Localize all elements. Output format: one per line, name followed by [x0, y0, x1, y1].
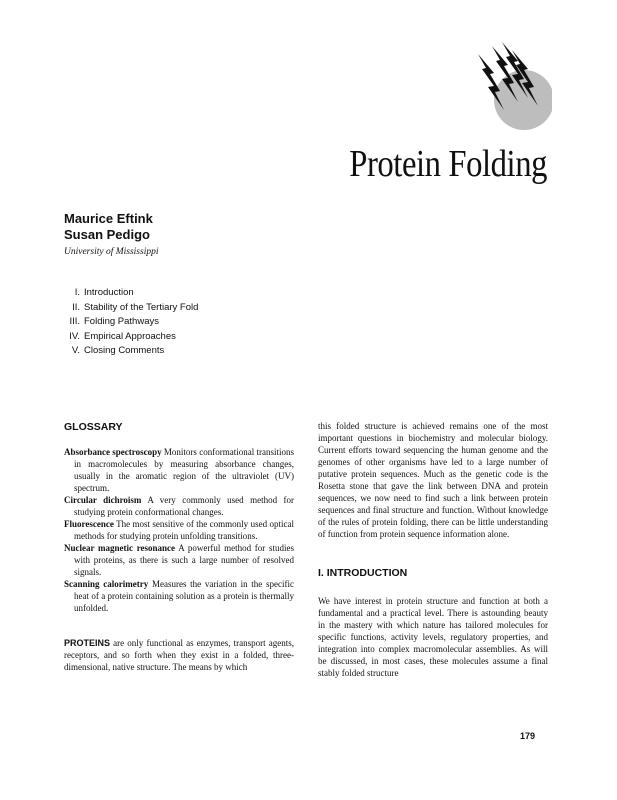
left-column — [64, 420, 294, 673]
outline-number: III. — [69, 316, 80, 327]
proteins-paragraph-text: are only functional as enzymes, transport agents, receptors, and so forth when they exist in a folded, three-dimensional, native structure. The means by which — [64, 638, 294, 672]
chapter-logo-icon — [462, 40, 552, 130]
glossary-entry — [64, 494, 294, 518]
outline-item — [64, 344, 198, 359]
introduction-paragraph: We have interest in protein structure and function at both a fundamental and a practical level. There is astounding beauty in the mastery with which nature has tailored molecules for specific functions, activity levels, regulatory properties, and integration into complex macromolecular assemblies. As will be discussed, in most cases, these molecules assume a final stably folded structure — [318, 596, 548, 678]
glossary-entry — [64, 578, 294, 614]
outline-item — [64, 286, 198, 301]
outline-label: Empirical Approaches — [84, 330, 176, 342]
glossary-entry — [64, 518, 294, 542]
glossary-term: Fluorescence — [64, 519, 114, 529]
proteins-lead-word: PROTEINS — [64, 638, 111, 648]
author-name: Maurice Eftink — [64, 211, 153, 226]
outline-number: V. — [71, 345, 80, 356]
author-affiliation: University of Mississippi — [64, 247, 159, 257]
author-block — [64, 211, 158, 259]
continuation-paragraph: this folded structure is achieved remains one of the most important questions in biochemistry and molecular biology. Current efforts toward sequencing the human genome and the genomes of other organisms have led to a large number of putative protein sequences. Much as the genetic code is the Rosetta stone that gave the link between DNA and protein sequences, we now need to find such a link between protein sequences and final structure and function. Without knowledge of the rules of protein folding, there can be little understanding of function from protein sequence information alone. — [318, 421, 548, 539]
page-number: 179 — [520, 731, 536, 741]
glossary-entry — [64, 446, 294, 494]
outline-number: II. — [72, 301, 80, 313]
proteins-paragraph — [64, 637, 294, 673]
glossary-term: Scanning calorimetry — [64, 579, 149, 589]
outline-label: Stability of the Tertiary Fold — [84, 301, 199, 313]
outline-number: IV. — [69, 330, 80, 342]
author-name: Susan Pedigo — [64, 227, 150, 242]
right-column — [318, 420, 548, 679]
glossary-heading: GLOSSARY — [64, 421, 123, 433]
outline-item — [64, 315, 198, 330]
chapter-outline — [64, 286, 198, 359]
outline-label: Introduction — [84, 287, 134, 298]
outline-item — [64, 330, 198, 345]
glossary-definition: A powerful method for studies with proteins, as there is such a large number of resolved signals. — [74, 543, 294, 577]
chapter-title: Protein Folding — [349, 143, 547, 185]
glossary-term: Absorbance spectroscopy — [64, 447, 162, 457]
glossary-definition: A very commonly used method for studying protein conformational changes. — [74, 495, 294, 517]
glossary-term: Nuclear magnetic resonance — [64, 543, 176, 553]
glossary-term: Circular dichroism — [64, 495, 142, 505]
glossary-definition: Measures the variation in the specific heat of a protein containing solution as a protein is thermally unfolded. — [74, 579, 295, 613]
outline-label: Folding Pathways — [84, 316, 159, 327]
outline-number: I. — [74, 287, 80, 298]
glossary-entry — [64, 542, 294, 578]
glossary-definition: Monitors conformational transitions in macromolecules by measuring absorbance changes, usually in the aromatic region of the ultraviolet (UV) spectrum. — [74, 447, 294, 493]
outline-label: Closing Comments — [84, 345, 165, 356]
glossary-definition: The most sensitive of the commonly used optical methods for studying protein unfolding transitions. — [74, 519, 295, 541]
section-heading-introduction: I. INTRODUCTION — [318, 567, 408, 579]
outline-item — [64, 301, 198, 316]
